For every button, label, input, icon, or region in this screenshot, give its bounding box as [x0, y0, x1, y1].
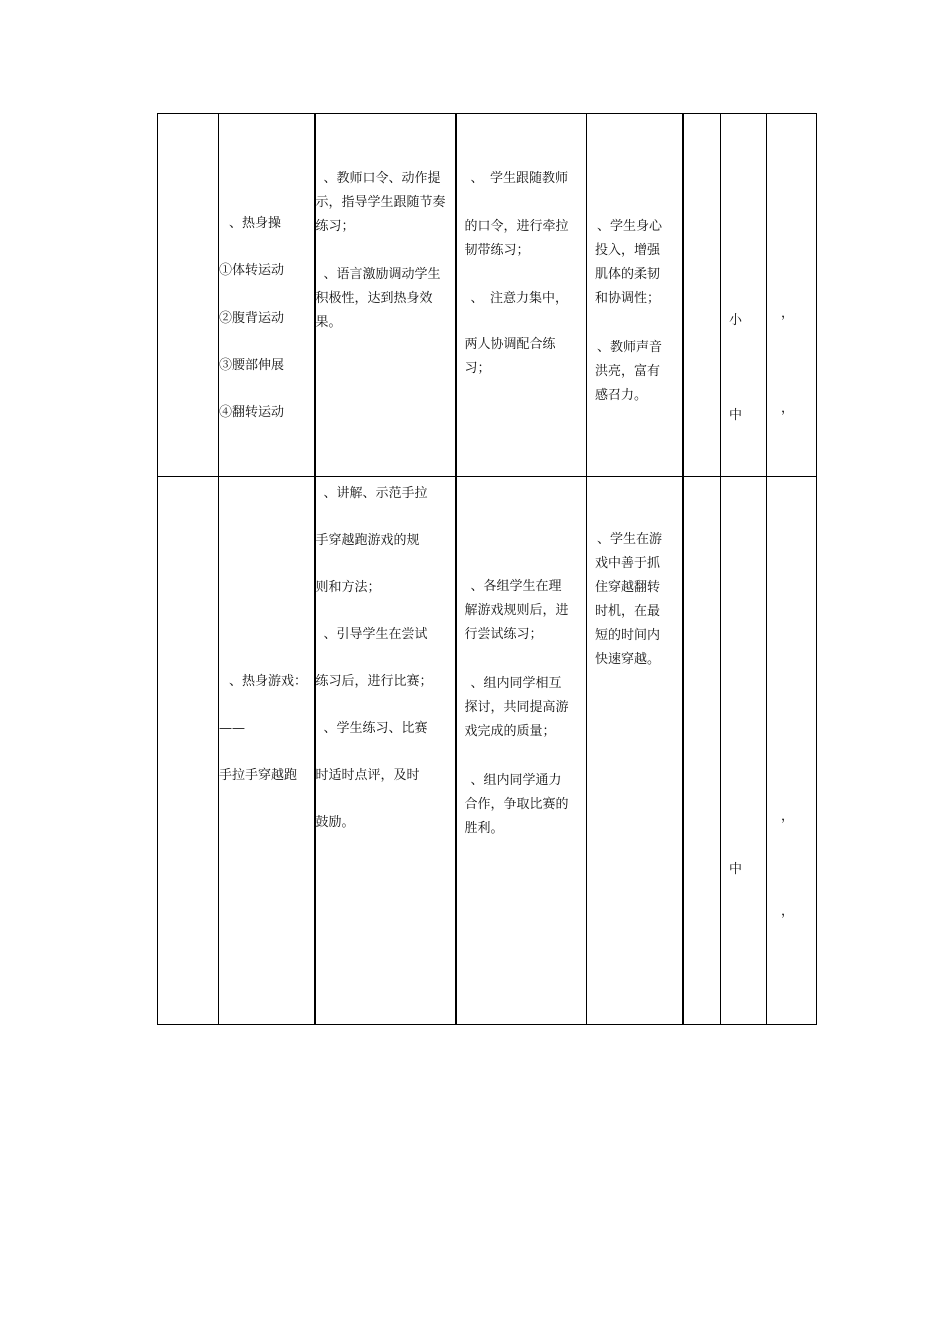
requirement-line: 投入，增强 — [595, 243, 661, 258]
time-cell — [683, 114, 721, 477]
content-dash: —— — [219, 721, 245, 736]
mark-value: ， — [781, 904, 795, 919]
teacher-line: 、语言激励调动学生 — [323, 267, 441, 282]
teacher-line: 手穿越跑游戏的规 — [315, 533, 420, 548]
student-line: 胜利。 — [464, 821, 504, 836]
content-item: ①体转运动 — [219, 263, 285, 278]
student-line: 的口令，进行牵拉 — [464, 219, 569, 234]
content-cell — [219, 114, 315, 477]
student-activity-cell — [456, 477, 587, 1025]
lesson-plan-table — [157, 113, 817, 1025]
content-title: 、热身游戏： — [229, 674, 308, 689]
time-cell — [683, 477, 721, 1025]
requirement-line: 肌体的柔韧 — [595, 267, 661, 282]
mark-value: ， — [781, 809, 795, 824]
teacher-activity-cell — [315, 477, 456, 1025]
teacher-line: 、讲解、示范手拉 — [323, 486, 428, 501]
student-line: 韧带练习； — [464, 243, 530, 258]
requirement-line: 和协调性； — [595, 291, 661, 306]
student-line: 合作，争取比赛的 — [464, 797, 569, 812]
student-line: 两人协调配合练 — [464, 337, 556, 352]
teacher-line: 练习； — [315, 219, 355, 234]
teacher-line: 果。 — [315, 315, 342, 330]
intensity-cell — [721, 114, 767, 477]
content-cell — [219, 477, 315, 1025]
intensity-cell — [721, 477, 767, 1025]
student-line: 、组内同学相互 — [470, 676, 562, 691]
content-item: 手拉手穿越跑 — [219, 768, 298, 783]
requirement-line: 短的时间内 — [595, 628, 661, 643]
mark-value: ， — [781, 306, 795, 321]
teacher-line: 示，指导学生跟随节奏 — [315, 195, 446, 210]
stage-cell — [158, 477, 219, 1025]
student-line: 习； — [464, 361, 491, 376]
requirement-line: 戏中善于抓 — [595, 556, 661, 571]
teacher-line: 则和方法； — [315, 580, 381, 595]
teacher-line: 时适时点评，及时 — [315, 768, 420, 783]
student-line: 解游戏规则后，进 — [464, 603, 569, 618]
requirement-line: 、学生身心 — [597, 219, 663, 234]
content-item: ③腰部伸展 — [219, 358, 285, 373]
student-activity-cell — [456, 114, 587, 477]
mark-cell — [767, 114, 817, 477]
requirement-line: 感召力。 — [595, 388, 648, 403]
requirement-line: 、教师声音 — [597, 340, 663, 355]
table-row — [158, 114, 817, 477]
table-row — [158, 477, 817, 1025]
student-line: 、组内同学通力 — [470, 773, 562, 788]
mark-cell — [767, 477, 817, 1025]
student-line: 戏完成的质量； — [464, 724, 556, 739]
teacher-activity-cell — [315, 114, 456, 477]
teacher-line: 积极性，达到热身效 — [315, 291, 433, 306]
requirements-cell — [587, 477, 683, 1025]
requirement-line: 、学生在游 — [597, 532, 663, 547]
mark-value: ， — [781, 401, 795, 416]
requirements-cell — [587, 114, 683, 477]
requirement-line: 住穿越翻转 — [595, 580, 661, 595]
student-line: 探讨，共同提高游 — [464, 700, 569, 715]
intensity-value: 小 — [729, 313, 743, 328]
teacher-line: 、引导学生在尝试 — [323, 627, 428, 642]
teacher-line: 鼓励。 — [315, 815, 355, 830]
intensity-value: 中 — [729, 862, 743, 877]
stage-cell — [158, 114, 219, 477]
content-title: 、热身操 — [229, 216, 282, 231]
student-line: 、 学生跟随教师 — [470, 171, 569, 186]
requirement-line: 快速穿越。 — [595, 652, 661, 667]
teacher-line: 、教师口令、动作提 — [323, 171, 441, 186]
student-line: 、各组学生在理 — [470, 579, 562, 594]
student-line: 、 注意力集中， — [470, 291, 569, 306]
content-item: ④翻转运动 — [219, 405, 285, 420]
intensity-value: 中 — [729, 408, 743, 423]
teacher-line: 练习后，进行比赛； — [315, 674, 433, 689]
student-line: 行尝试练习； — [464, 627, 543, 642]
requirement-line: 洪亮，富有 — [595, 364, 661, 379]
content-item: ②腹背运动 — [219, 311, 285, 326]
teacher-line: 、学生练习、比赛 — [323, 721, 428, 736]
requirement-line: 时机，在最 — [595, 604, 661, 619]
